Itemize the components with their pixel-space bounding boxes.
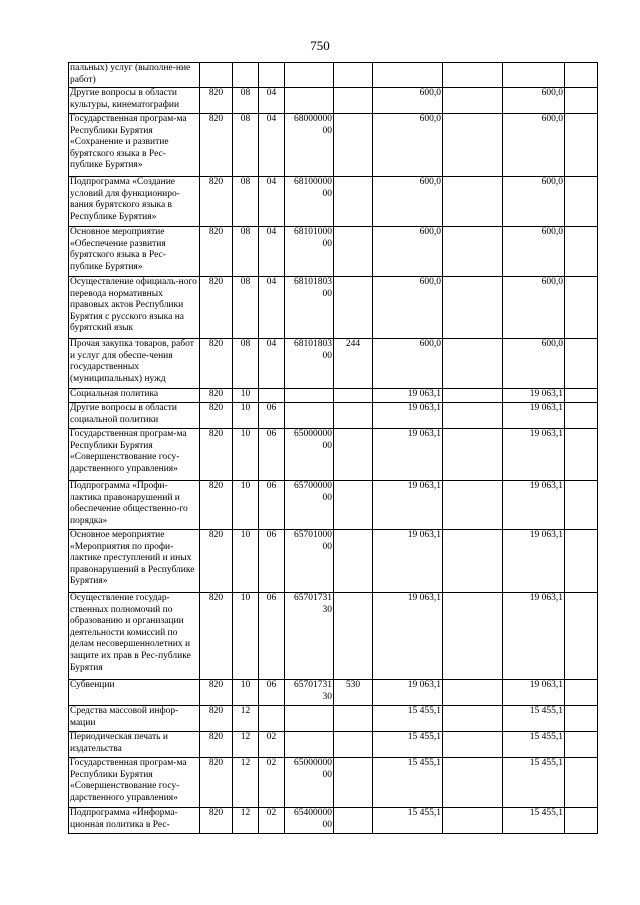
cell-empty [565, 706, 598, 732]
cell-subsection: 04 [259, 277, 285, 339]
cell-amount-1: 15 455,1 [373, 732, 443, 758]
cell-amount-2: 15 455,1 [503, 732, 565, 758]
cell-amount-2: 15 455,1 [503, 706, 565, 732]
cell-empty [565, 403, 598, 429]
cell-name: Другие вопросы в области культуры, кинематографии [69, 88, 200, 114]
cell-grbs: 820 [200, 429, 233, 481]
cell-amount-2: 600,0 [503, 114, 565, 177]
cell-name: Подпрограмма «Информа-ционная политика в Рес- [69, 808, 200, 834]
cell-subsection: 06 [259, 429, 285, 481]
cell-name: Субвенции [69, 680, 200, 706]
cell-name: Прочая закупка товаров, работ и услуг для обеспе-чения государственных (муниципальных) нужд [69, 339, 200, 389]
cell-grbs: 820 [200, 114, 233, 177]
cell-empty [565, 88, 598, 114]
cell-subsection: 04 [259, 114, 285, 177]
cell-empty [565, 63, 598, 88]
cell-amount-1: 19 063,1 [373, 593, 443, 680]
cell-empty [565, 339, 598, 389]
cell-section: 12 [233, 758, 259, 808]
cell-amount-1: 19 063,1 [373, 481, 443, 530]
cell-amount-1: 15 455,1 [373, 808, 443, 834]
cell-grbs [200, 63, 233, 88]
table-row [69, 403, 598, 429]
cell-target-article: 65400000 00 [285, 808, 334, 834]
cell-amount-1: 19 063,1 [373, 680, 443, 706]
cell-target-article: 68000000 00 [285, 114, 334, 177]
cell-empty [565, 114, 598, 177]
cell-subsection [259, 63, 285, 88]
cell-name: Осуществление официаль-ного перевода нормативных правовых актов Республики Бурятия с русского языка на бурятский язык [69, 277, 200, 339]
cell-name: Другие вопросы в области социальной политики [69, 403, 200, 429]
cell-expense-type [334, 481, 373, 530]
cell-empty [443, 680, 503, 706]
table-row [69, 530, 598, 593]
cell-empty [565, 177, 598, 227]
cell-grbs: 820 [200, 177, 233, 227]
cell-grbs: 820 [200, 481, 233, 530]
cell-section [233, 63, 259, 88]
cell-amount-1: 15 455,1 [373, 758, 443, 808]
cell-empty [443, 339, 503, 389]
cell-expense-type [334, 403, 373, 429]
cell-empty [565, 808, 598, 834]
cell-section: 12 [233, 808, 259, 834]
cell-expense-type [334, 63, 373, 88]
cell-subsection: 06 [259, 593, 285, 680]
cell-empty [443, 227, 503, 277]
cell-section: 10 [233, 530, 259, 593]
cell-empty [443, 758, 503, 808]
cell-amount-2: 19 063,1 [503, 530, 565, 593]
table-row [69, 177, 598, 227]
cell-amount-2: 600,0 [503, 88, 565, 114]
cell-subsection: 04 [259, 339, 285, 389]
cell-grbs: 820 [200, 808, 233, 834]
cell-subsection: 04 [259, 177, 285, 227]
cell-empty [443, 732, 503, 758]
cell-target-article: 65701000 00 [285, 530, 334, 593]
cell-name: Подпрограмма «Создание условий для функциониро-вания бурятского языка в Республике Бурятия» [69, 177, 200, 227]
cell-section: 12 [233, 732, 259, 758]
cell-subsection: 04 [259, 227, 285, 277]
cell-expense-type [334, 277, 373, 339]
cell-expense-type [334, 177, 373, 227]
cell-subsection: 02 [259, 732, 285, 758]
cell-expense-type [334, 706, 373, 732]
cell-amount-1: 19 063,1 [373, 429, 443, 481]
cell-target-article [285, 403, 334, 429]
cell-section: 10 [233, 429, 259, 481]
cell-grbs: 820 [200, 706, 233, 732]
cell-target-article: 68101803 00 [285, 339, 334, 389]
cell-name: Основное мероприятие «Мероприятия по профи-лактике преступлений и иных правонарушений в Республике Бурятия» [69, 530, 200, 593]
cell-expense-type [334, 429, 373, 481]
cell-amount-1: 600,0 [373, 114, 443, 177]
cell-expense-type [334, 808, 373, 834]
cell-subsection: 06 [259, 481, 285, 530]
cell-expense-type [334, 389, 373, 403]
cell-amount-1: 600,0 [373, 277, 443, 339]
cell-target-article [285, 88, 334, 114]
cell-grbs: 820 [200, 593, 233, 680]
cell-target-article: 68100000 00 [285, 177, 334, 227]
cell-empty [443, 706, 503, 732]
cell-target-article [285, 63, 334, 88]
cell-grbs: 820 [200, 227, 233, 277]
table-row [69, 706, 598, 732]
table-row [69, 389, 598, 403]
cell-expense-type: 530 [334, 680, 373, 706]
cell-section: 08 [233, 114, 259, 177]
budget-table [68, 62, 598, 834]
cell-empty [443, 114, 503, 177]
table-row [69, 680, 598, 706]
cell-amount-1: 19 063,1 [373, 389, 443, 403]
cell-target-article: 68101000 00 [285, 227, 334, 277]
page-number: 750 [310, 38, 330, 53]
cell-expense-type: 244 [334, 339, 373, 389]
cell-grbs: 820 [200, 530, 233, 593]
cell-name: Государственная програм-ма Республики Бурятия «Совершенствование госу-дарственного управления» [69, 429, 200, 481]
cell-target-article: 65701731 30 [285, 680, 334, 706]
cell-target-article: 65700000 00 [285, 481, 334, 530]
cell-subsection: 06 [259, 530, 285, 593]
cell-subsection: 02 [259, 758, 285, 808]
cell-empty [443, 277, 503, 339]
cell-amount-2: 600,0 [503, 277, 565, 339]
cell-amount-1: 19 063,1 [373, 530, 443, 593]
cell-subsection [259, 389, 285, 403]
cell-target-article: 65000000 00 [285, 429, 334, 481]
cell-expense-type [334, 758, 373, 808]
cell-empty [565, 732, 598, 758]
table-body [69, 63, 598, 834]
cell-empty [565, 530, 598, 593]
table-row [69, 277, 598, 339]
cell-grbs: 820 [200, 732, 233, 758]
cell-amount-2: 15 455,1 [503, 808, 565, 834]
cell-section: 08 [233, 227, 259, 277]
cell-name: Осуществление государ-ственных полномочий по образованию и организации деятельности комиссий по делам несовершеннолетних и защите их прав в Рес-публике Бурятия [69, 593, 200, 680]
cell-empty [443, 177, 503, 227]
cell-amount-1: 600,0 [373, 227, 443, 277]
cell-section: 10 [233, 680, 259, 706]
cell-empty [443, 88, 503, 114]
cell-name: Подпрограмма «Профи-лактика правонарушений и обеспечение общественно-го порядка» [69, 481, 200, 530]
cell-section: 08 [233, 88, 259, 114]
cell-section: 08 [233, 177, 259, 227]
cell-empty [443, 808, 503, 834]
cell-name: Государственная програм-ма Республики Бурятия «Совершенствование госу-дарственного управления» [69, 758, 200, 808]
cell-target-article: 68101803 00 [285, 277, 334, 339]
table-row [69, 593, 598, 680]
cell-name: Социальная политика [69, 389, 200, 403]
cell-amount-2: 600,0 [503, 227, 565, 277]
cell-empty [443, 403, 503, 429]
cell-amount-1: 600,0 [373, 88, 443, 114]
cell-empty [565, 429, 598, 481]
table-row [69, 227, 598, 277]
cell-amount-2: 600,0 [503, 177, 565, 227]
cell-amount-1: 19 063,1 [373, 403, 443, 429]
cell-name: Периодическая печать и издательства [69, 732, 200, 758]
table-row [69, 88, 598, 114]
cell-target-article [285, 732, 334, 758]
cell-empty [565, 758, 598, 808]
cell-target-article: 65000000 00 [285, 758, 334, 808]
cell-amount-2: 19 063,1 [503, 389, 565, 403]
cell-amount-2: 19 063,1 [503, 593, 565, 680]
cell-section: 08 [233, 339, 259, 389]
cell-amount-1: 15 455,1 [373, 706, 443, 732]
cell-amount-2: 15 455,1 [503, 758, 565, 808]
cell-grbs: 820 [200, 680, 233, 706]
cell-grbs: 820 [200, 403, 233, 429]
cell-subsection: 06 [259, 680, 285, 706]
table-row [69, 732, 598, 758]
cell-name: пальных) услуг (выполне-ние работ) [69, 63, 200, 88]
table-row [69, 808, 598, 834]
cell-amount-1: 600,0 [373, 339, 443, 389]
cell-section: 08 [233, 277, 259, 339]
cell-expense-type [334, 593, 373, 680]
cell-section: 10 [233, 593, 259, 680]
cell-grbs: 820 [200, 88, 233, 114]
cell-amount-2: 19 063,1 [503, 680, 565, 706]
cell-amount-2: 19 063,1 [503, 429, 565, 481]
cell-empty [565, 277, 598, 339]
table-row [69, 114, 598, 177]
cell-expense-type [334, 227, 373, 277]
table-row [69, 481, 598, 530]
cell-amount-2: 19 063,1 [503, 481, 565, 530]
cell-amount-2 [503, 63, 565, 88]
table-row [69, 758, 598, 808]
cell-name: Государственная програм-ма Республики Бурятия «Сохранение и развитие бурятского языка в Рес-публике Бурятия» [69, 114, 200, 177]
cell-subsection: 06 [259, 403, 285, 429]
table-row [69, 63, 598, 88]
cell-expense-type [334, 732, 373, 758]
cell-empty [565, 389, 598, 403]
cell-name: Основное мероприятие «Обеспечение развития бурятского языка в Рес-публике Бурятия» [69, 227, 200, 277]
cell-section: 12 [233, 706, 259, 732]
cell-expense-type [334, 530, 373, 593]
cell-section: 10 [233, 481, 259, 530]
cell-empty [565, 680, 598, 706]
cell-amount-1 [373, 63, 443, 88]
table-row [69, 339, 598, 389]
cell-section: 10 [233, 403, 259, 429]
cell-amount-2: 19 063,1 [503, 403, 565, 429]
cell-subsection: 04 [259, 88, 285, 114]
cell-target-article [285, 389, 334, 403]
cell-empty [565, 227, 598, 277]
cell-grbs: 820 [200, 389, 233, 403]
cell-empty [443, 530, 503, 593]
cell-amount-1: 600,0 [373, 177, 443, 227]
cell-subsection: 02 [259, 808, 285, 834]
cell-amount-2: 600,0 [503, 339, 565, 389]
cell-empty [443, 63, 503, 88]
cell-expense-type [334, 114, 373, 177]
cell-empty [443, 481, 503, 530]
cell-subsection [259, 706, 285, 732]
cell-grbs: 820 [200, 339, 233, 389]
cell-section: 10 [233, 389, 259, 403]
cell-empty [565, 593, 598, 680]
table-row [69, 429, 598, 481]
cell-empty [565, 481, 598, 530]
cell-target-article: 65701731 30 [285, 593, 334, 680]
cell-name: Средства массовой инфор-мации [69, 706, 200, 732]
cell-grbs: 820 [200, 277, 233, 339]
cell-empty [443, 429, 503, 481]
cell-expense-type [334, 88, 373, 114]
cell-empty [443, 593, 503, 680]
cell-grbs: 820 [200, 758, 233, 808]
cell-empty [443, 389, 503, 403]
cell-target-article [285, 706, 334, 732]
